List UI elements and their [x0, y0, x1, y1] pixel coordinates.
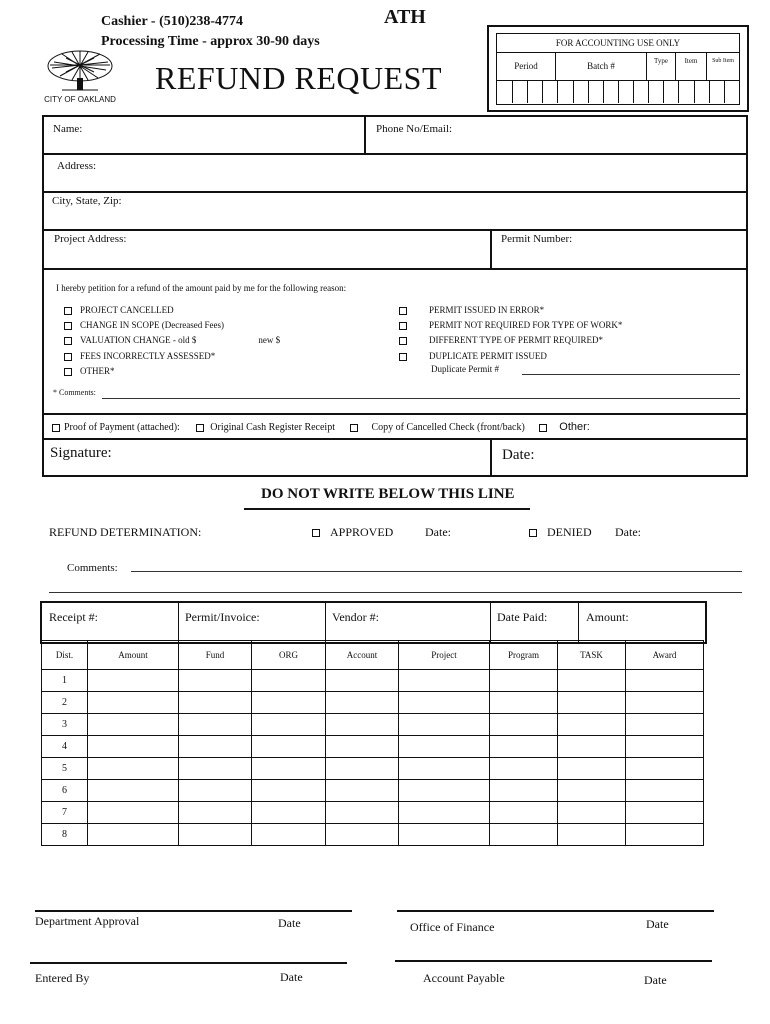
checkbox-icon[interactable] — [399, 322, 407, 330]
office-comments-label: Comments: — [67, 562, 118, 574]
dist-cell[interactable] — [558, 714, 626, 736]
accounting-cell[interactable] — [663, 81, 679, 103]
dist-cell[interactable] — [179, 714, 252, 736]
dist-cell[interactable] — [626, 758, 704, 780]
dist-cell[interactable] — [252, 736, 326, 758]
reason-duplicate-permit[interactable]: DUPLICATE PERMIT ISSUED — [399, 349, 622, 364]
reason-valuation-change[interactable]: VALUATION CHANGE - old $ new $ — [64, 333, 280, 348]
dist-cell[interactable] — [558, 802, 626, 824]
dist-cell[interactable] — [399, 670, 490, 692]
accounting-cell[interactable] — [527, 81, 543, 103]
dist-cell[interactable] — [252, 692, 326, 714]
accounting-cell[interactable] — [724, 81, 740, 103]
checkbox-icon[interactable] — [529, 529, 537, 537]
signature-label: Signature: — [50, 445, 112, 461]
approved-date-label: Date: — [425, 525, 451, 539]
dist-cell[interactable] — [399, 692, 490, 714]
dist-cell[interactable] — [326, 802, 399, 824]
dist-cell[interactable] — [558, 780, 626, 802]
row-number: 6 — [42, 780, 88, 802]
dept-approval-line — [35, 910, 352, 912]
item-label: Item — [676, 53, 707, 80]
accounting-cell[interactable] — [679, 81, 695, 103]
period-label: Period — [497, 53, 556, 80]
accounting-cell[interactable] — [588, 81, 604, 103]
table-row — [42, 736, 704, 758]
date-label-3: Date — [280, 970, 303, 984]
reason-project-cancelled[interactable]: PROJECT CANCELLED — [64, 303, 280, 318]
date-label-1: Date — [278, 916, 301, 930]
reason-permit-not-required[interactable]: PERMIT NOT REQUIRED FOR TYPE OF WORK* — [399, 318, 622, 333]
processing-time: Processing Time - approx 30-90 days — [101, 34, 320, 49]
type-label: Type — [647, 53, 676, 80]
dist-cell[interactable] — [399, 802, 490, 824]
table-row — [42, 714, 704, 736]
dist-cell[interactable] — [179, 670, 252, 692]
duplicate-permit-label: Duplicate Permit # — [431, 364, 499, 374]
name-label: Name: — [53, 123, 83, 135]
accounting-entry-cells — [497, 81, 739, 103]
dist-cell[interactable] — [88, 780, 179, 802]
dist-cell[interactable] — [490, 670, 558, 692]
petition-text: I hereby petition for a refund of the amount paid by me for the following reason: — [56, 283, 347, 293]
dist-cell[interactable] — [179, 758, 252, 780]
reason-other[interactable]: OTHER* — [64, 364, 280, 379]
dist-cell[interactable] — [252, 670, 326, 692]
dist-cell[interactable] — [326, 736, 399, 758]
dist-cell[interactable] — [399, 824, 490, 846]
comments-input[interactable] — [102, 398, 740, 399]
dist-cell[interactable] — [626, 670, 704, 692]
dist-cell[interactable] — [179, 780, 252, 802]
checkbox-icon[interactable] — [399, 307, 407, 315]
dist-cell[interactable] — [252, 824, 326, 846]
checkbox-icon[interactable] — [64, 337, 72, 345]
dist-col-header: Amount — [88, 641, 179, 670]
dist-cell[interactable] — [326, 692, 399, 714]
checkbox-icon[interactable] — [64, 322, 72, 330]
dist-cell[interactable] — [558, 736, 626, 758]
dist-cell[interactable] — [490, 780, 558, 802]
dist-cell[interactable] — [490, 824, 558, 846]
dist-cell[interactable] — [326, 670, 399, 692]
reason-fees-incorrect[interactable]: FEES INCORRECTLY ASSESSED* — [64, 349, 280, 364]
dist-cell[interactable] — [88, 736, 179, 758]
accounting-cell[interactable] — [497, 81, 513, 103]
batch-label: Batch # — [556, 53, 647, 80]
dist-cell[interactable] — [252, 802, 326, 824]
accounting-cell[interactable] — [512, 81, 528, 103]
do-not-write-heading: DO NOT WRITE BELOW THIS LINE — [261, 486, 515, 502]
dist-cell[interactable] — [558, 670, 626, 692]
entered-by-line — [30, 962, 347, 964]
checkbox-icon[interactable] — [350, 424, 358, 432]
dist-cell[interactable] — [326, 780, 399, 802]
dist-cell[interactable] — [179, 736, 252, 758]
dist-cell[interactable] — [626, 780, 704, 802]
dist-cell[interactable] — [626, 824, 704, 846]
account-payable-label: Account Payable — [423, 971, 505, 985]
dist-cell[interactable] — [88, 714, 179, 736]
office-comments-line-1[interactable] — [131, 571, 742, 572]
reason-different-permit[interactable]: DIFFERENT TYPE OF PERMIT REQUIRED* — [399, 333, 622, 348]
dist-cell[interactable] — [252, 714, 326, 736]
dist-cell[interactable] — [490, 736, 558, 758]
accounting-cell[interactable] — [694, 81, 710, 103]
date-label-2: Date — [646, 917, 669, 931]
dist-col-header: ORG — [252, 641, 326, 670]
accounting-cell[interactable] — [709, 81, 725, 103]
department-approval-label: Department Approval — [35, 914, 140, 928]
table-row — [42, 692, 704, 714]
dist-cell[interactable] — [558, 692, 626, 714]
proof-payment-label: Proof of Payment (attached): — [64, 422, 180, 433]
table-row — [42, 670, 704, 692]
accounting-cell[interactable] — [542, 81, 558, 103]
dist-col-header: Account — [326, 641, 399, 670]
dist-cell[interactable] — [490, 714, 558, 736]
date-paid-label: Date Paid: — [497, 610, 548, 624]
table-row — [42, 780, 704, 802]
date-label: Date: — [502, 447, 535, 463]
dist-cell[interactable] — [326, 824, 399, 846]
applicant-form — [42, 115, 748, 477]
row-number: 4 — [42, 736, 88, 758]
dist-cell[interactable] — [558, 824, 626, 846]
dist-cell[interactable] — [88, 802, 179, 824]
payment-header-row — [40, 601, 707, 644]
checkbox-icon[interactable] — [196, 424, 204, 432]
accounting-box — [487, 25, 749, 112]
checkbox-icon[interactable] — [64, 307, 72, 315]
city-of-oakland-logo — [42, 48, 118, 102]
checkbox-icon[interactable] — [64, 353, 72, 361]
dist-cell[interactable] — [399, 714, 490, 736]
table-row — [42, 802, 704, 824]
dist-cell[interactable] — [88, 758, 179, 780]
oak-tree-icon — [42, 48, 118, 92]
permit-invoice-label: Permit/Invoice: — [185, 610, 260, 624]
accounting-cell[interactable] — [558, 81, 574, 103]
cancelled-check-label: Copy of Cancelled Check (front/back) — [371, 422, 525, 433]
distribution-header-row — [42, 641, 704, 670]
vendor-label: Vendor #: — [332, 610, 379, 624]
checkbox-icon[interactable] — [399, 337, 407, 345]
row-number: 8 — [42, 824, 88, 846]
dist-cell[interactable] — [490, 692, 558, 714]
checkbox-icon[interactable] — [64, 368, 72, 376]
dist-cell[interactable] — [326, 714, 399, 736]
comments-label: * Comments: — [53, 388, 96, 397]
row-number: 7 — [42, 802, 88, 824]
new-dollar-label: new $ — [258, 335, 281, 346]
dist-cell[interactable] — [88, 670, 179, 692]
accounting-cell[interactable] — [633, 81, 649, 103]
heading-underline — [244, 508, 530, 510]
dist-col-header: Award — [626, 641, 704, 670]
sub-item-label: Sub Item — [712, 58, 734, 64]
approved-option[interactable]: APPROVED — [312, 525, 393, 540]
dist-cell[interactable] — [490, 758, 558, 780]
logo-text: CITY OF OAKLAND — [44, 95, 116, 104]
reason-permit-issued-error[interactable]: PERMIT ISSUED IN ERROR* — [399, 303, 622, 318]
dist-cell[interactable] — [88, 824, 179, 846]
office-finance-label: Office of Finance — [410, 920, 495, 934]
dist-cell[interactable] — [626, 802, 704, 824]
row-number: 5 — [42, 758, 88, 780]
other-label: Other: — [559, 421, 590, 433]
denied-option[interactable]: DENIED — [529, 525, 592, 540]
dist-cell[interactable] — [88, 692, 179, 714]
reasons-right-list — [399, 303, 622, 364]
dist-cell[interactable] — [252, 780, 326, 802]
dist-cell[interactable] — [626, 714, 704, 736]
finance-line — [397, 910, 714, 912]
accounting-cell[interactable] — [603, 81, 619, 103]
receipt-label: Receipt #: — [49, 610, 98, 624]
dist-cell[interactable] — [252, 758, 326, 780]
date-label-4: Date — [644, 973, 667, 987]
dist-cell[interactable] — [179, 824, 252, 846]
office-comments-line-2[interactable] — [49, 592, 742, 593]
checkbox-icon[interactable] — [539, 424, 547, 432]
dist-cell[interactable] — [558, 758, 626, 780]
distribution-table — [41, 640, 704, 846]
project-address-label: Project Address: — [54, 233, 127, 245]
dist-cell[interactable] — [399, 758, 490, 780]
dist-cell[interactable] — [490, 802, 558, 824]
accounting-cell[interactable] — [618, 81, 634, 103]
reason-change-in-scope[interactable]: CHANGE IN SCOPE (Decreased Fees) — [64, 318, 280, 333]
dist-col-header: Dist. — [42, 641, 88, 670]
refund-determination-label: REFUND DETERMINATION: — [49, 525, 202, 539]
accounting-cell[interactable] — [573, 81, 589, 103]
table-row — [42, 758, 704, 780]
checkbox-icon[interactable] — [399, 353, 407, 361]
city-state-zip-label: City, State, Zip: — [52, 195, 122, 207]
dist-cell[interactable] — [179, 802, 252, 824]
dist-col-header: Project — [399, 641, 490, 670]
dist-col-header: Program — [490, 641, 558, 670]
duplicate-permit-input[interactable] — [522, 374, 740, 375]
account-payable-line — [395, 960, 712, 962]
proof-row — [52, 421, 590, 433]
cashier-phone: Cashier - (510)238-4774 — [101, 14, 244, 29]
dist-cell[interactable] — [179, 692, 252, 714]
row-number: 2 — [42, 692, 88, 714]
row-number: 3 — [42, 714, 88, 736]
dist-cell[interactable] — [399, 780, 490, 802]
accounting-cell[interactable] — [648, 81, 664, 103]
dist-col-header: TASK — [558, 641, 626, 670]
denied-date-label: Date: — [615, 525, 641, 539]
reasons-left-list — [64, 303, 280, 379]
dist-cell[interactable] — [326, 758, 399, 780]
address-label: Address: — [57, 160, 97, 172]
dist-cell[interactable] — [626, 736, 704, 758]
accounting-title: FOR ACCOUNTING USE ONLY — [497, 34, 739, 53]
page-title: REFUND REQUEST — [155, 60, 443, 96]
amount-label: Amount: — [586, 610, 629, 624]
entered-by-label: Entered By — [35, 971, 90, 985]
row-number: 1 — [42, 670, 88, 692]
dist-cell[interactable] — [626, 692, 704, 714]
ath-label: ATH — [384, 6, 426, 28]
original-receipt-label: Original Cash Register Receipt — [210, 422, 335, 433]
phone-email-label: Phone No/Email: — [376, 123, 453, 135]
permit-number-label: Permit Number: — [501, 233, 573, 245]
dist-col-header: Fund — [179, 641, 252, 670]
checkbox-icon[interactable] — [312, 529, 320, 537]
checkbox-icon[interactable] — [52, 424, 60, 432]
dist-cell[interactable] — [399, 736, 490, 758]
table-row — [42, 824, 704, 846]
